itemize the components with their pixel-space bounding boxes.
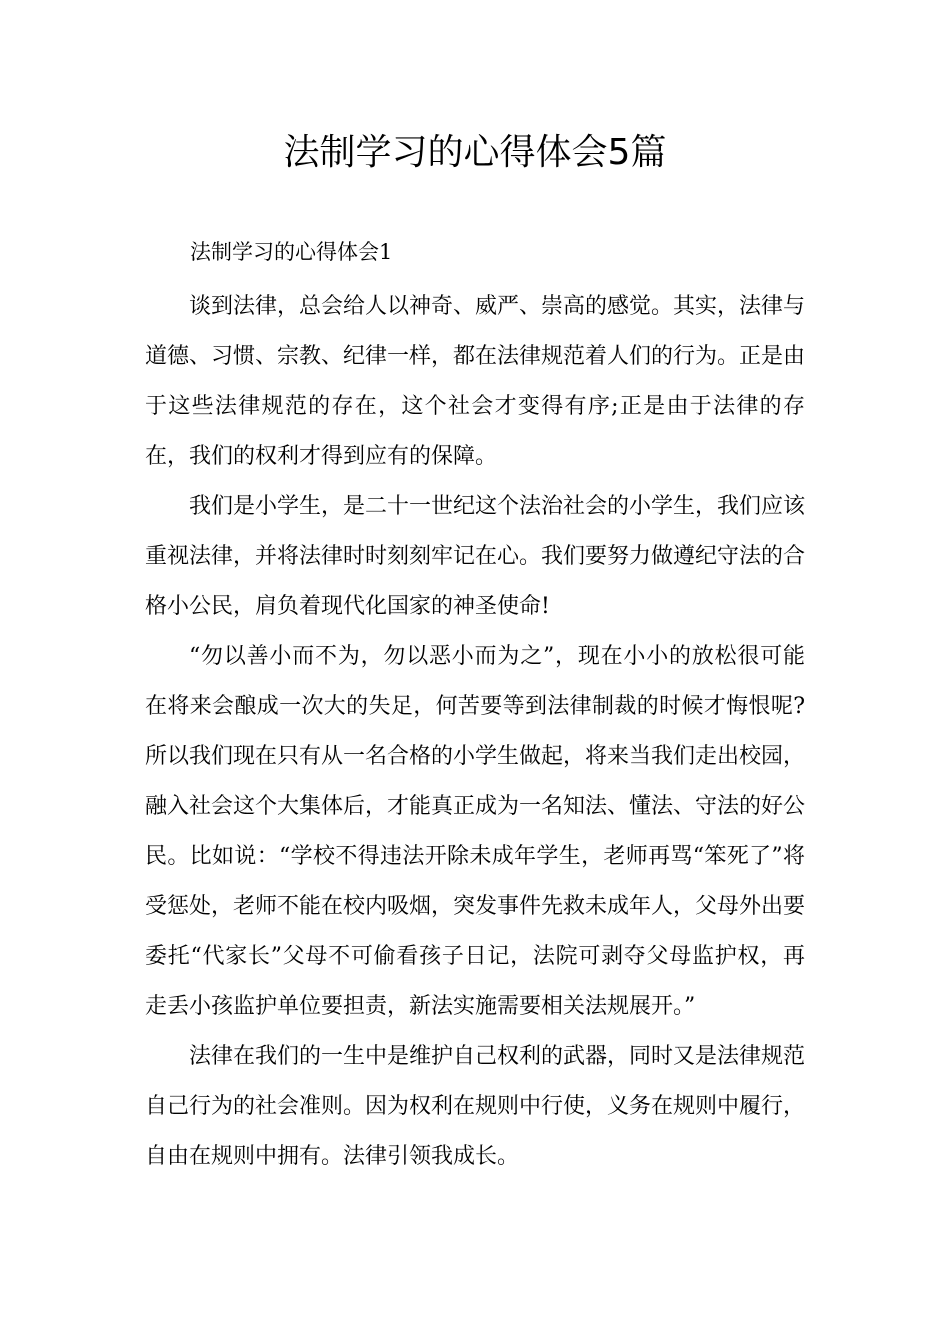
paragraph-3: “勿以善小而不为，勿以恶小而为之”，现在小小的放松很可能在将来会酿成一次大的失足，何苦要等到法律制裁的时候才悔恨呢?所以我们现在只有从一名合格的小学生做起，将来当我们走出校园，融入社会这个大集体后，才能真正成为一名知法、懂法、守法的好公民。比如说：“学校不得违法开除未成年学生，老师再骂“笨死了”将受惩处，老师不能在校内吸烟，突发事件先救未成年人，父母外出要委托“代家长”父母不可偷看孩子日记，法院可剥夺父母监护权，再走丢小孩监护单位要担责，新法实施需要相关法规展开。” (145, 644, 806, 1019)
document-title: 法制学习的心得体会5篇 (283, 132, 667, 173)
paragraph-2: 我们是小学生，是二十一世纪这个法治社会的小学生，我们应该重视法律，并将法律时时刻刻牢记在心。我们要努力做遵纪守法的合格小公民，肩负着现代化国家的神圣使命! (145, 494, 806, 619)
paragraph-1: 谈到法律，总会给人以神奇、威严、崇高的感觉。其实，法律与道德、习惯、宗教、纪律一样，都在法律规范着人们的行为。正是由于这些法律规范的存在，这个社会才变得有序;正是由于法律的存在，我们的权利才得到应有的保障。 (145, 294, 806, 469)
document-body (145, 282, 805, 1182)
paragraph-4: 法律在我们的一生中是维护自己权利的武器，同时又是法律规范自己行为的社会准则。因为权利在规则中行使，义务在规则中履行，自由在规则中拥有。法律引领我成长。 (145, 1044, 806, 1169)
section-subtitle: 法制学习的心得体会1 (190, 240, 393, 264)
